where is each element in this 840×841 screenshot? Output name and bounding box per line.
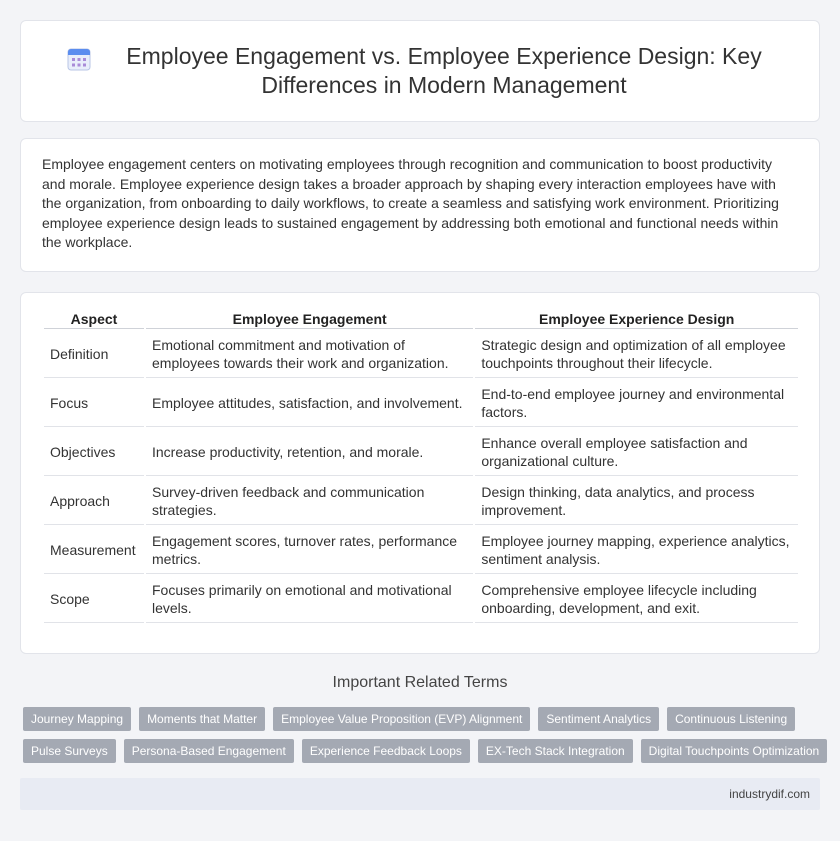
row-engagement-cell: Engagement scores, turnover rates, performance metrics.: [146, 527, 473, 574]
row-experience-cell: End-to-end employee journey and environmental factors.: [475, 380, 798, 427]
header-employee-engagement: Employee Engagement: [146, 307, 473, 329]
tag-digital-touchpoints-optimization[interactable]: Digital Touchpoints Optimization: [641, 739, 828, 763]
table-header-row: [44, 307, 798, 329]
row-engagement-cell: Survey-driven feedback and communication strategies.: [146, 478, 473, 525]
table-row: [44, 331, 798, 378]
row-experience-cell: Strategic design and optimization of all employee touchpoints throughout their lifecycle.: [475, 331, 798, 378]
related-terms-row-2: [23, 739, 823, 763]
table-row: [44, 478, 798, 525]
row-aspect: Definition: [44, 331, 144, 378]
tag-experience-feedback-loops[interactable]: Experience Feedback Loops: [302, 739, 470, 763]
table-row: [44, 380, 798, 427]
row-aspect: Approach: [44, 478, 144, 525]
table-row: [44, 527, 798, 574]
row-experience-cell: Employee journey mapping, experience analytics, sentiment analysis.: [475, 527, 798, 574]
footer: [20, 778, 820, 810]
comparison-card: [20, 292, 820, 654]
row-experience-cell: Enhance overall employee satisfaction and organizational culture.: [475, 429, 798, 476]
tag-ex-tech-stack-integration[interactable]: EX-Tech Stack Integration: [478, 739, 633, 763]
row-aspect: Focus: [44, 380, 144, 427]
row-experience-cell: Design thinking, data analytics, and process improvement.: [475, 478, 798, 525]
comparison-table: [42, 305, 800, 625]
tag-continuous-listening[interactable]: Continuous Listening: [667, 707, 795, 731]
table-row: [44, 576, 798, 623]
header-aspect: Aspect: [44, 307, 144, 329]
row-engagement-cell: Employee attitudes, satisfaction, and involvement.: [146, 380, 473, 427]
title-wrap: [60, 42, 780, 100]
row-engagement-cell: Increase productivity, retention, and morale.: [146, 429, 473, 476]
tag-moments-that-matter[interactable]: Moments that Matter: [139, 707, 265, 731]
tag-evp-alignment[interactable]: Employee Value Proposition (EVP) Alignment: [273, 707, 530, 731]
calendar-icon: [66, 46, 92, 72]
tag-journey-mapping[interactable]: Journey Mapping: [23, 707, 131, 731]
table-row: [44, 429, 798, 476]
row-experience-cell: Comprehensive employee lifecycle including onboarding, development, and exit.: [475, 576, 798, 623]
intro-paragraph: Employee engagement centers on motivating employees through recognition and communication to boost productivity and morale. Employee experience design takes a broader approach by shaping every interaction employees have with the organization, from onboarding to daily workflows, to create a seamless and satisfying work environment. Prioritizing employee experience design leads to sustained engagement by addressing both emotional and functional needs within the workplace.: [42, 156, 779, 251]
intro-card: [20, 138, 820, 272]
row-aspect: Scope: [44, 576, 144, 623]
related-terms-row-1: [23, 707, 823, 731]
header-employee-experience-design: Employee Experience Design: [475, 307, 798, 329]
row-aspect: Objectives: [44, 429, 144, 476]
header-card: [20, 20, 820, 122]
tag-persona-based-engagement[interactable]: Persona-Based Engagement: [124, 739, 294, 763]
row-aspect: Measurement: [44, 527, 144, 574]
page-title: Employee Engagement vs. Employee Experience Design: Key Differences in Modern Management: [126, 43, 762, 98]
footer-source-link[interactable]: industrydif.com: [729, 787, 810, 801]
row-engagement-cell: Emotional commitment and motivation of employees towards their work and organization.: [146, 331, 473, 378]
tag-sentiment-analytics[interactable]: Sentiment Analytics: [538, 707, 659, 731]
row-engagement-cell: Focuses primarily on emotional and motivational levels.: [146, 576, 473, 623]
tag-pulse-surveys[interactable]: Pulse Surveys: [23, 739, 116, 763]
related-terms-title: Important Related Terms: [332, 674, 508, 691]
